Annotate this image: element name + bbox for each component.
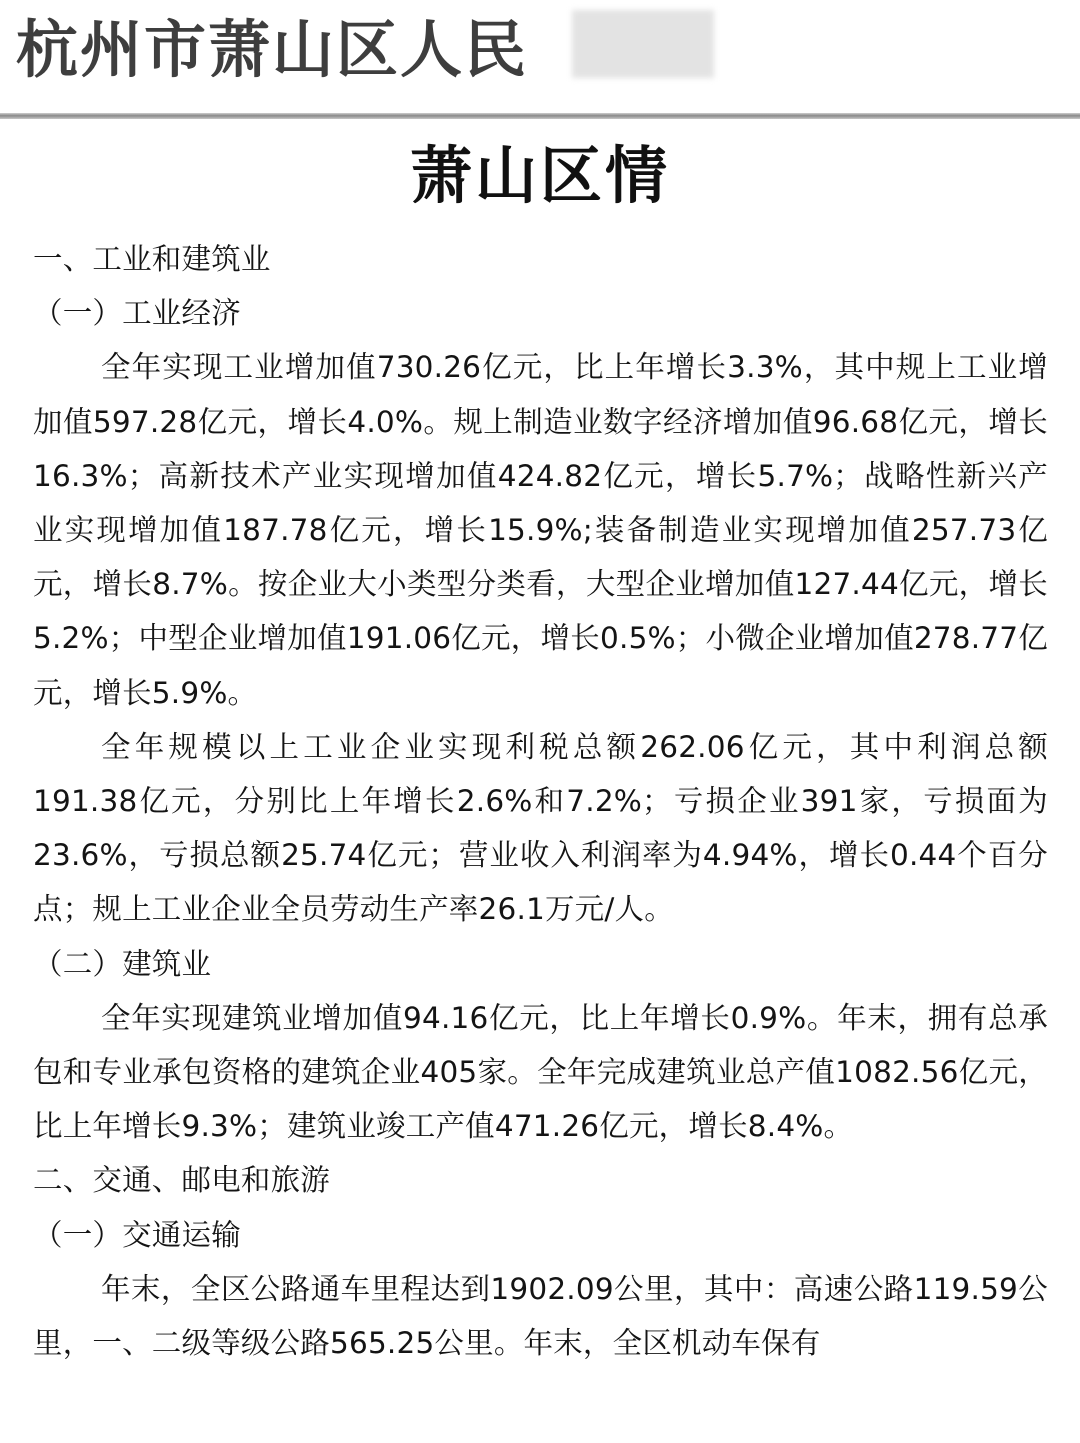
paragraph: 全年实现工业增加值730.26亿元，比上年增长3.3%，其中规上工业增加值597.28亿元，增长4.0%。规上制造业数字经济增加值96.68亿元，增长16.3%；高新技术产业实现增加值424.82亿元，增长5.7%；战略性新兴产业实现增加值187.78亿元，增长15.9%;装备制造业实现增加值257.73亿元，增长8.7%。按企业大小类型分类看，大型企业增加值127.44亿元，增长5.2%；中型企业增加值191.06亿元，增长0.5%；小微企业增加值278.77亿元，增长5.9%。 — [33, 350, 1048, 710]
subsection-heading: （二）建筑业 — [33, 946, 212, 981]
header-divider — [0, 113, 1080, 119]
paragraph: 全年实现建筑业增加值94.16亿元，比上年增长0.9%。年末，拥有总承包和专业承包资格的建筑企业405家。全年完成建筑业总产值1082.56亿元，比上年增长9.3%；建筑业竣工产值471.26亿元，增长8.4%。 — [33, 1000, 1048, 1144]
header-title: 杭州市萧山区人民 — [16, 13, 529, 86]
document-header — [0, 0, 1080, 120]
document-body — [33, 232, 1048, 1370]
paragraph: 全年规模以上工业企业实现利税总额262.06亿元，其中利润总额191.38亿元，分别比上年增长2.6%和7.2%；亏损企业391家，亏损面为23.6%，亏损总额25.74亿元；营业收入利润率为4.94%，增长0.44个百分点；规上工业企业全员劳动生产率26.1万元/人。 — [33, 729, 1048, 927]
paragraph: 年末，全区公路通车里程达到1902.09公里，其中：高速公路119.59公里，一、二级等级公路565.25公里。年末，全区机动车保有 — [33, 1271, 1048, 1361]
section-heading: 二、交通、邮电和旅游 — [33, 1163, 331, 1198]
redacted-blur — [572, 10, 714, 78]
subsection-heading: （一）交通运输 — [33, 1217, 241, 1252]
page-title: 萧山区情 — [409, 139, 670, 212]
subsection-heading: （一）工业经济 — [33, 296, 241, 331]
section-heading: 一、工业和建筑业 — [33, 242, 271, 276]
